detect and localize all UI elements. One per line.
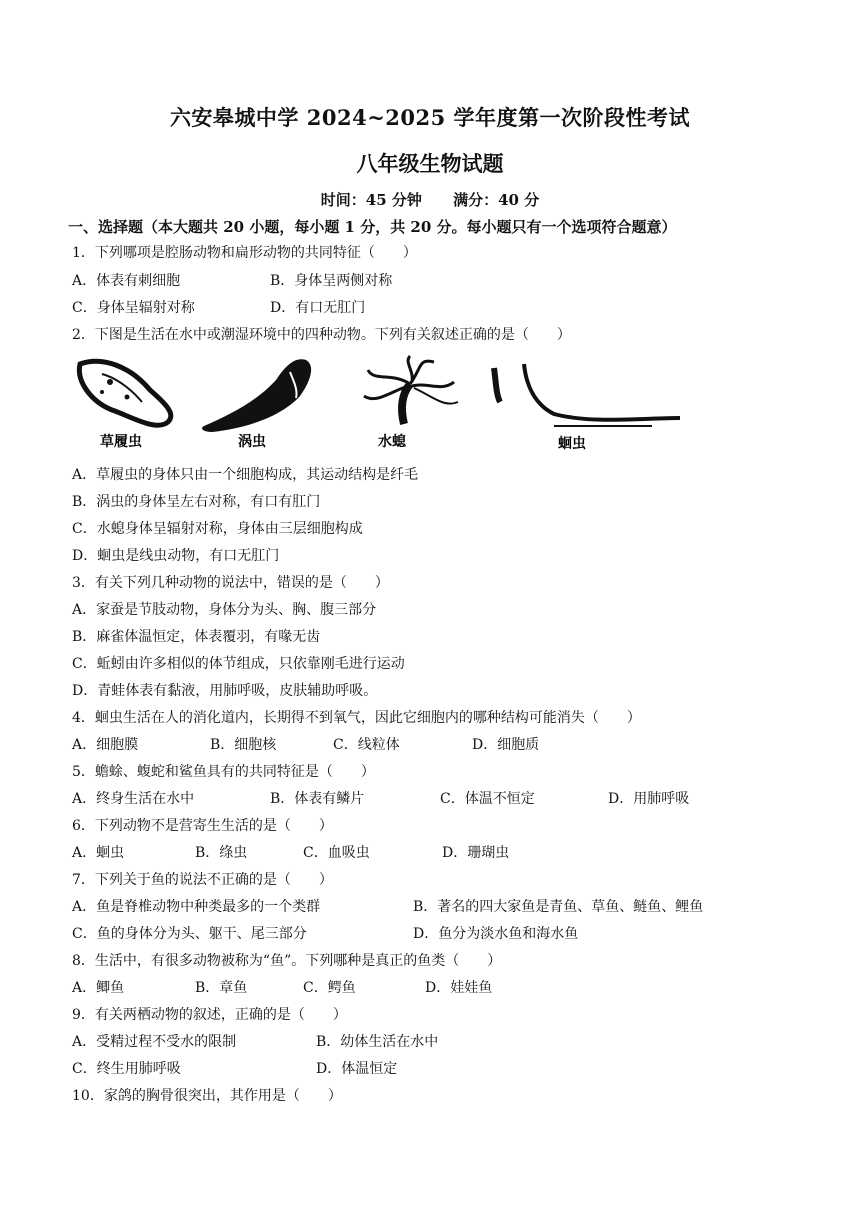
option: B．身体呈两侧对称 [270,273,393,289]
option: D．青蛙体表有黏液，用肺呼吸，皮肤辅助呼吸。 [72,683,378,699]
roundworm-drawing [494,364,680,426]
option: B．体表有鳞片 [270,791,365,807]
question-stem: 8．生活中，有很多动物被称为“鱼”。下列哪种是真正的鱼类（ ） [72,953,502,969]
exam-time: 时间：45 分钟 [320,191,422,209]
question-stem: 5．蟾蜍、蝮蛇和鲨鱼具有的共同特征是（ ） [72,764,375,780]
option: C．蚯蚓由许多相似的体节组成，只依靠刚毛进行运动 [72,656,405,672]
question-stem: 1．下列哪项是腔肠动物和扁形动物的共同特征（ ） [72,245,417,261]
option: A．家蚕是节肢动物，身体分为头、胸、腹三部分 [72,602,377,618]
option: C．水螅身体呈辐射对称，身体由三层细胞构成 [72,521,363,537]
hydra-drawing [364,356,458,424]
exam-meta [0,189,860,210]
option: A．鱼是脊椎动物中种类最多的一个类群 [72,899,321,915]
option: C．鱼的身体分为头、躯干、尾三部分 [72,926,307,942]
option: D．体温恒定 [316,1061,398,1077]
option: D．娃娃鱼 [425,980,493,996]
animals-figure [72,352,687,454]
option: C．身体呈辐射对称 [72,300,195,316]
exam-subtitle: 八年级生物试题 [356,151,504,176]
option: A．蛔虫 [72,845,125,861]
option: B．幼体生活在水中 [316,1034,439,1050]
figure-label-roundworm: 蛔虫 [558,436,586,452]
section-heading: 一、选择题（本大题共 20 小题，每小题 1 分，共 20 分。每小题只有一个选项符合题意） [68,218,677,236]
option: D．鱼分为淡水鱼和海水鱼 [413,926,579,942]
option: B．麻雀体温恒定，体表覆羽，有喙无齿 [72,629,321,645]
question-stem: 7．下列关于鱼的说法不正确的是（ ） [72,872,333,888]
paramecium-drawing [79,361,170,425]
option: B．绦虫 [195,845,248,861]
option: A．鲫鱼 [72,980,125,996]
exam-title: 六安皋城中学 2024~2025 学年度第一次阶段性考试 [169,105,691,130]
question-stem: 10．家鸽的胸骨很突出，其作用是（ ） [72,1088,342,1104]
option: A．细胞膜 [72,737,139,753]
option: C．终生用肺呼吸 [72,1061,181,1077]
option: A．体表有刺细胞 [72,273,181,289]
option: D．珊瑚虫 [442,845,510,861]
exam-score: 满分：40 分 [453,191,540,209]
option: A．草履虫的身体只由一个细胞构成，其运动结构是纤毛 [72,467,419,483]
option: D．有口无肛门 [270,300,366,316]
option: C．体温不恒定 [440,791,535,807]
question-stem: 2．下图是生活在水中或潮湿环境中的四种动物。下列有关叙述正确的是（ ） [72,327,571,343]
option: B．涡虫的身体呈左右对称，有口有肛门 [72,494,321,510]
option: A．终身生活在水中 [72,791,195,807]
figure-label-planarian: 涡虫 [238,434,266,450]
option: B．细胞核 [210,737,277,753]
option: C．线粒体 [333,737,400,753]
question-stem: 9．有关两栖动物的叙述，正确的是（ ） [72,1007,347,1023]
question-stem: 3．有关下列几种动物的说法中，错误的是（ ） [72,575,389,591]
question-stem: 6．下列动物不是营寄生生活的是（ ） [72,818,333,834]
option: A．受精过程不受水的限制 [72,1034,237,1050]
option: D．用肺呼吸 [608,791,690,807]
question-stem: 4．蛔虫生活在人的消化道内，长期得不到氧气，因此它细胞内的哪种结构可能消失（ ） [72,710,641,726]
figure-label-hydra: 水螅 [378,434,406,450]
figure-label-paramecium: 草履虫 [100,434,142,450]
option: B．著名的四大家鱼是青鱼、草鱼、鲢鱼、鲤鱼 [413,899,704,915]
option: C．血吸虫 [303,845,370,861]
option: D．细胞质 [472,737,540,753]
option: C．鳄鱼 [303,980,356,996]
planarian-drawing [202,359,311,432]
option: D．蛔虫是线虫动物，有口无肛门 [72,548,280,564]
option: B．章鱼 [195,980,248,996]
